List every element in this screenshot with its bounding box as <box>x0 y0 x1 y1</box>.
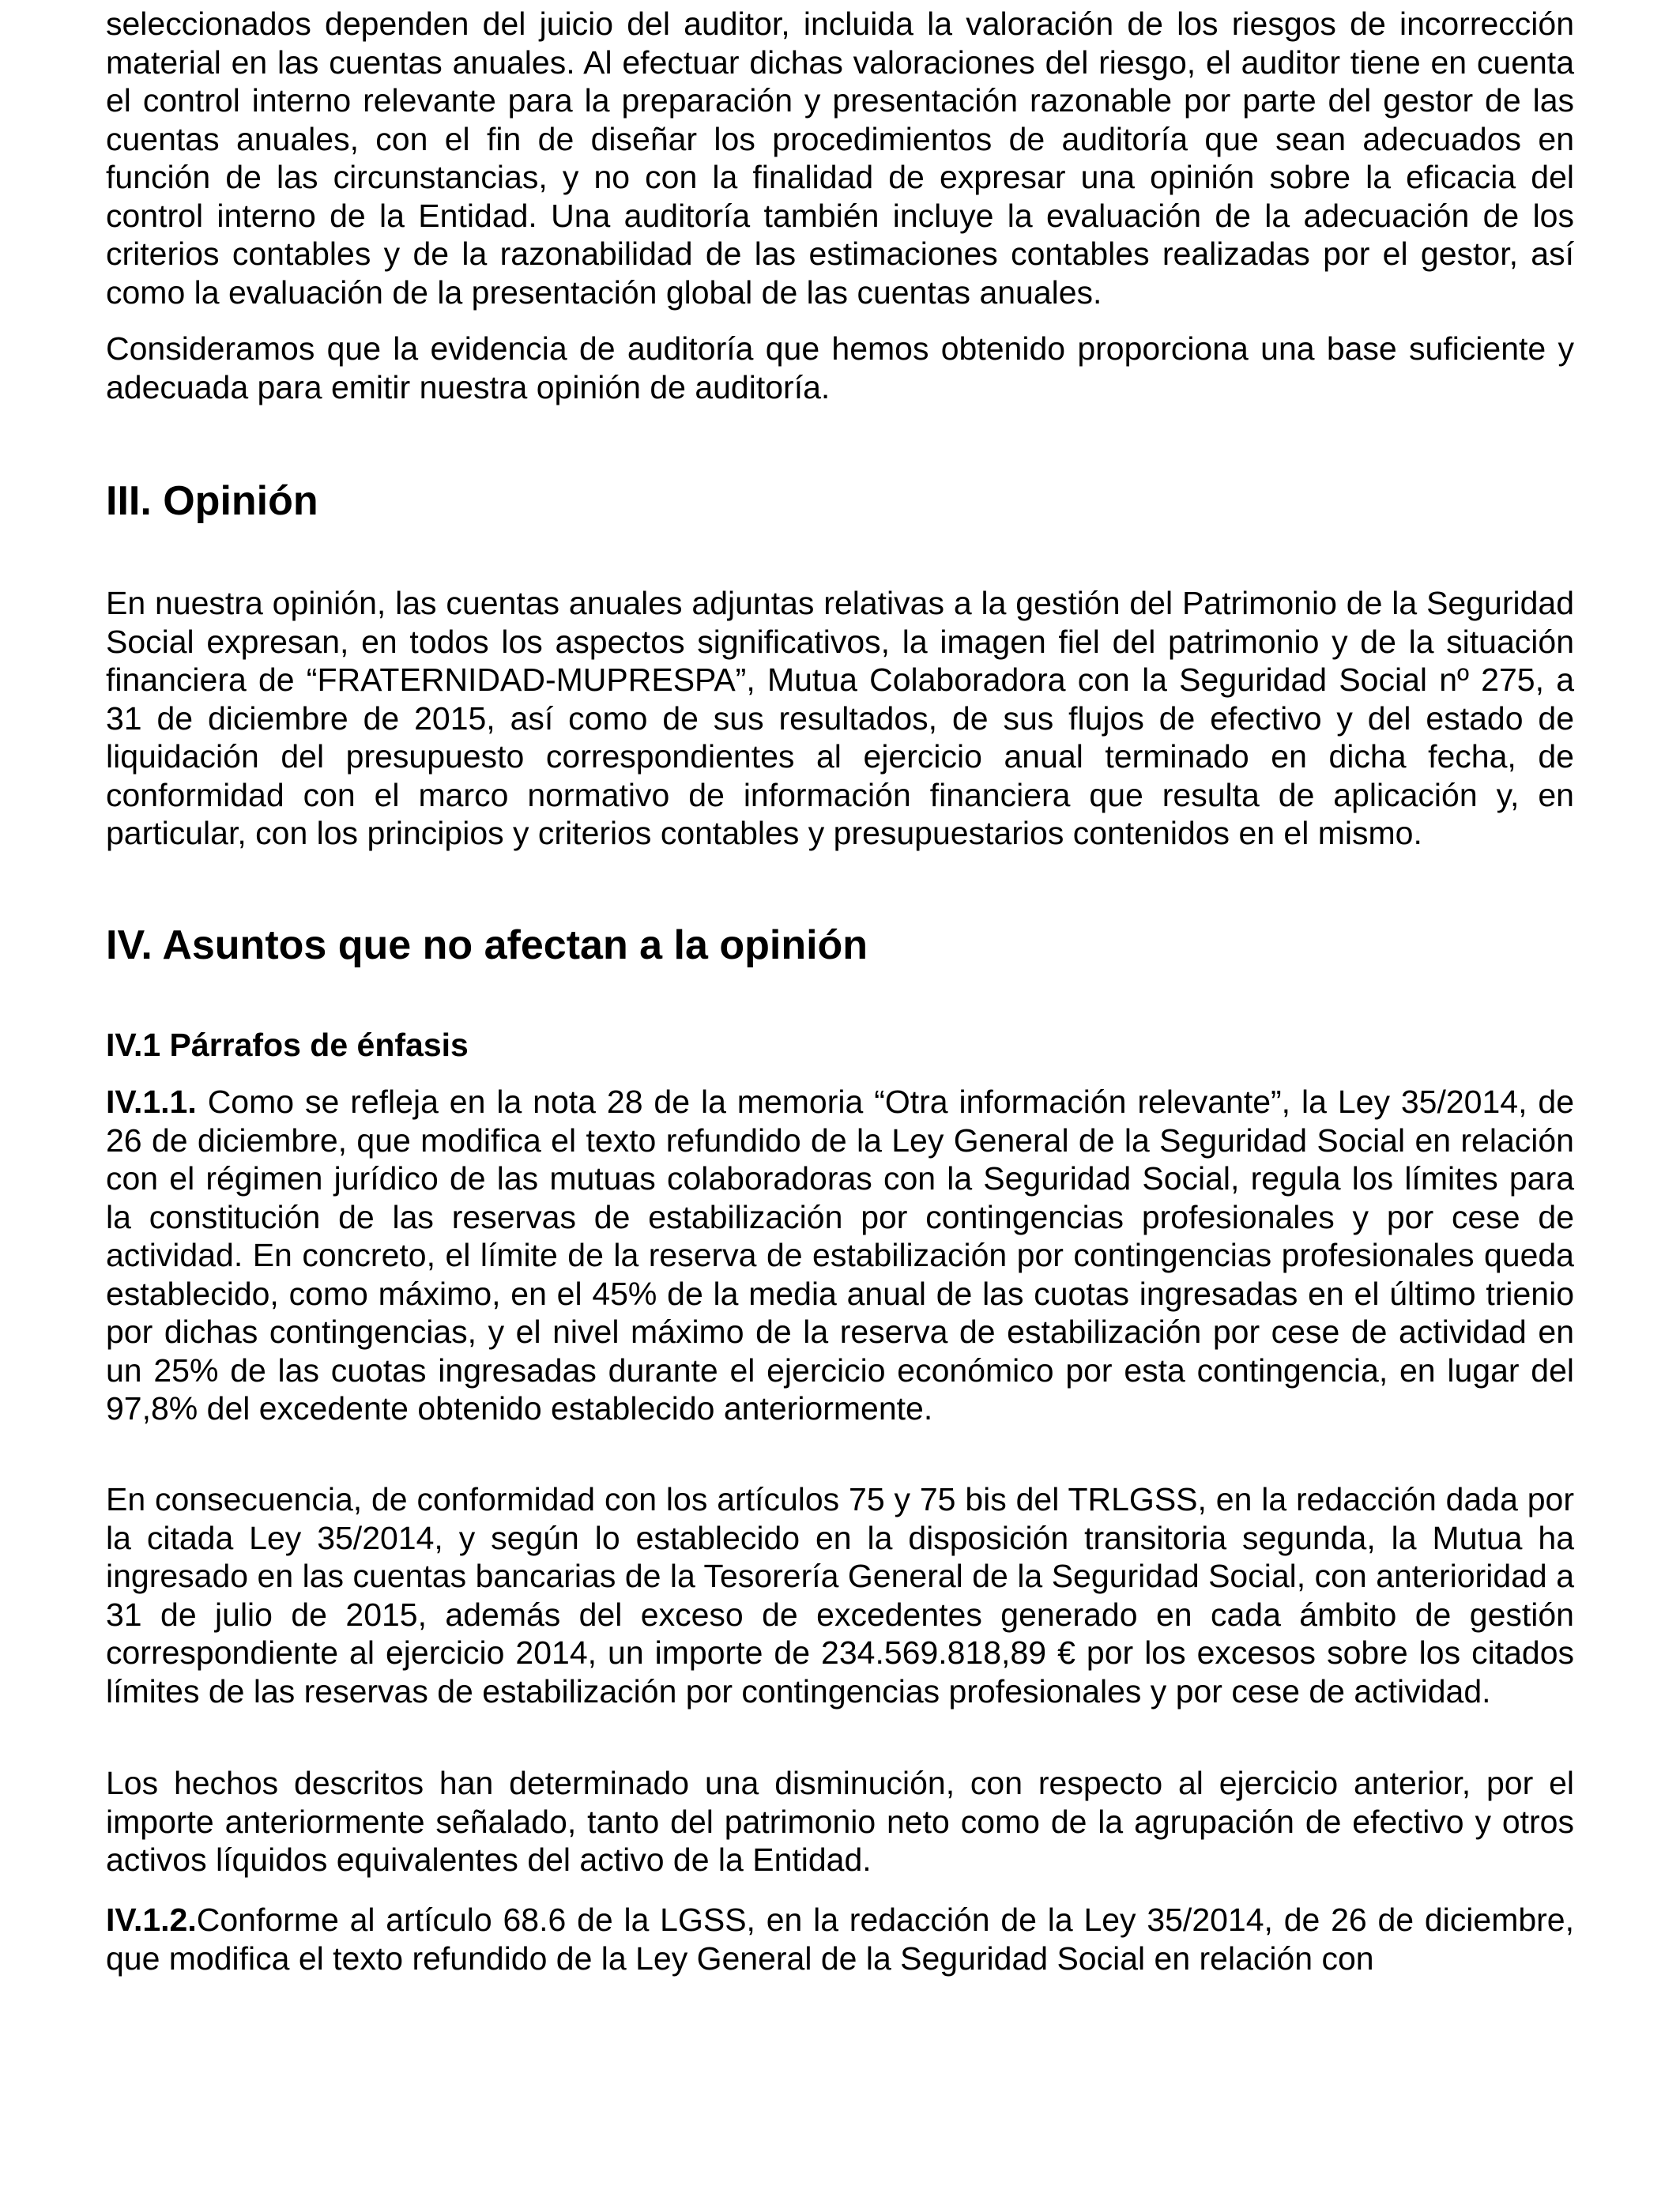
paragraph-procedures: seleccionados dependen del juicio del auditor, incluida la valoración de los riesgos de incorrección material en las cuentas anuales. Al efectuar dichas valoraciones del riesgo, el auditor tiene en cuenta el control interno relevante para la preparación y presentación razonable por parte del gestor de las cuentas anuales, con el fin de diseñar los procedimientos de auditoría que sean adecuados en función de las circunstancias, y no con la finalidad de expresar una opinión sobre la eficacia del control interno de la Entidad. Una auditoría también incluye la evaluación de la adecuación de los criterios contables y de la razonabilidad de las estimaciones contables realizadas por el gestor, así como la evaluación de la presentación global de las cuentas anuales. <box>106 6 1574 311</box>
paragraph-iv-1-1 <box>106 1083 1574 1428</box>
paragraph-hechos: Los hechos descritos han determinado una disminución, con respecto al ejercicio anterior, por el importe anteriormente señalado, tanto del patrimonio neto como de la agrupación de efectivo y otros activos líquidos equivalentes del activo de la Entidad. <box>106 1765 1574 1878</box>
subheading-enfasis: IV.1 Párrafos de énfasis <box>106 1027 469 1063</box>
heading-opinion: III. Opinión <box>106 478 318 524</box>
paragraph-number: IV.1.2. <box>106 1902 197 1938</box>
paragraph-iv-1-2 <box>106 1901 1574 1977</box>
heading-asuntos: IV. Asuntos que no afectan a la opinión <box>106 922 868 968</box>
paragraph-text: Como se refleja en la nota 28 de la memoria “Otra información relevante”, la Ley 35/2014, de 26 de diciembre, que modifica el texto refundido de la Ley General de la Seguridad Social en relación con el régimen jurídico de las mutuas colaboradoras con la Seguridad Social, regula los límites para la constitución de las reservas de estabilización por contingencias profesionales y por cese de actividad. En concreto, el límite de la reserva de estabilización por contingencias profesionales queda establecido, como máximo, en el 45% de la media anual de las cuotas ingresadas en el último trienio por dichas contingencias, y el nivel máximo de la reserva de estabilización por cese de actividad en un 25% de las cuotas ingresadas durante el ejercicio económico por esta contingencia, en lugar del 97,8% del excedente obtenido establecido anteriormente. <box>106 1084 1574 1427</box>
paragraph-evidence: Consideramos que la evidencia de auditoría que hemos obtenido proporciona una base suficiente y adecuada para emitir nuestra opinión de auditoría. <box>106 330 1574 405</box>
paragraph-text: Conforme al artículo 68.6 de la LGSS, en la redacción de la Ley 35/2014, de 26 de diciembre, que modifica el texto refundido de la Ley General de la Seguridad Social en relación con <box>106 1902 1574 1977</box>
paragraph-consecuencia: En consecuencia, de conformidad con los artículos 75 y 75 bis del TRLGSS, en la redacción dada por la citada Ley 35/2014, y según lo establecido en la disposición transitoria segunda, la Mutua ha ingresado en las cuentas bancarias de la Tesorería General de la Seguridad Social, con anterioridad a 31 de julio de 2015, además del exceso de excedentes generado en cada ámbito de gestión correspondiente al ejercicio 2014, un importe de 234.569.818,89 € por los excesos sobre los citados límites de las reservas de estabilización por contingencias profesionales y por cese de actividad. <box>106 1481 1574 1710</box>
paragraph-number: IV.1.1. <box>106 1084 197 1120</box>
paragraph-opinion: En nuestra opinión, las cuentas anuales adjuntas relativas a la gestión del Patrimonio de la Seguridad Social expresan, en todos los aspectos significativos, la imagen fiel del patrimonio y de la situación financiera de “FRATERNIDAD-MUPRESPA”, Mutua Colaboradora con la Seguridad Social nº 275, a 31 de diciembre de 2015, así como de sus resultados, de sus flujos de efectivo y del estado de liquidación del presupuesto correspondientes al ejercicio anual terminado en dicha fecha, de conformidad con el marco normativo de información financiera que resulta de aplicación y, en particular, con los principios y criterios contables y presupuestarios contenidos en el mismo. <box>106 585 1574 851</box>
